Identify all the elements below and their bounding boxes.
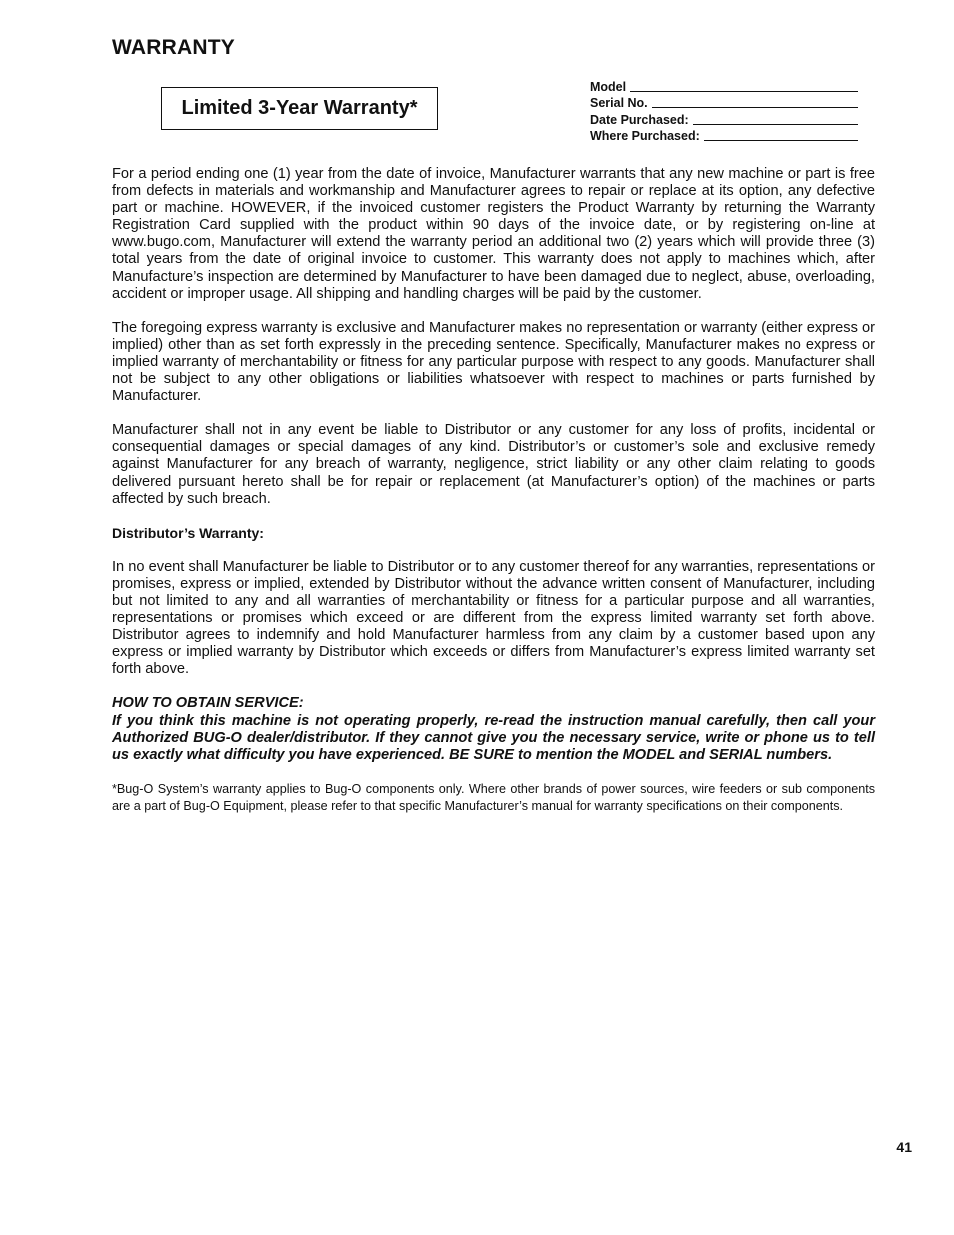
where-purchased-label: Where Purchased: xyxy=(590,129,700,144)
date-purchased-blank-line[interactable] xyxy=(693,124,858,125)
where-purchased-field[interactable] xyxy=(590,127,858,144)
service-instructions: If you think this machine is not operating properly, re-read the instruction manual carefully, then call your Authorized BUG-O dealer/distributor. If they cannot give you the necessary service, write or phone us to tell us exactly what difficulty you have experienced. BE SURE to mention the MODEL and SERIAL numbers. xyxy=(112,712,875,763)
model-field[interactable] xyxy=(590,77,858,94)
warranty-terms-paragraph: For a period ending one (1) year from the date of invoice, Manufacturer warrants that any new machine or part is free from defects in materials and workmanship and Manufacturer agrees to repair or replace at its option, any defective part or machine. HOWEVER, if the invoiced customer registers the Product Warranty by returning the Warranty Registration Card supplied with the product within 90 days of the invoice date, or by registering on-line at www.bugo.com, Manufacturer will extend the warranty period an additional two (2) years which will provide three (3) total years from the date of original invoice to customer. This warranty does not apply to machines which, after Manufacture’s inspection are determined by Manufacturer to have been damaged due to neglect, abuse, overloading, accident or improper usage. All shipping and handling charges will be paid by the customer. xyxy=(112,166,875,302)
warranty-title-box: Limited 3-Year Warranty* xyxy=(161,87,438,130)
date-purchased-field[interactable] xyxy=(590,110,858,127)
date-purchased-label: Date Purchased: xyxy=(590,112,689,127)
exclusive-warranty-paragraph: The foregoing express warranty is exclusive and Manufacturer makes no representation or warranty (either express or implied) other than as set forth expressly in the preceding sentence. Specifically, Manufacturer makes no express or implied warranty of merchantability or fitness for any particular purpose with respect to any goods. Manufacturer shall not be subject to any other obligations or liabilities whatsoever with respect to machines or parts furnished by Manufacturer. xyxy=(112,319,875,405)
page-number: 41 xyxy=(896,1139,912,1155)
service-section xyxy=(112,695,875,763)
footnote: *Bug-O System’s warranty applies to Bug-O components only. Where other brands of power sources, wire feeders or sub components are a part of Bug-O Equipment, please refer to that specific Manufacturer’s manual for warranty specifications on their components. xyxy=(112,781,875,813)
page-title: WARRANTY xyxy=(112,36,235,59)
serial-number-label: Serial No. xyxy=(590,96,648,111)
registration-form xyxy=(590,77,858,143)
model-blank-line[interactable] xyxy=(630,91,858,92)
model-label: Model xyxy=(590,79,627,94)
serial-number-blank-line[interactable] xyxy=(652,107,858,108)
serial-number-field[interactable] xyxy=(590,94,858,111)
distributor-warranty-paragraph: In no event shall Manufacturer be liable to Distributor or to any customer thereof for any warranties, representations or promises, express or implied, extended by Distributor without the advance written consent of Manufacturer, including but not limited to any and all warranties of merchantability or fitness for a particular purpose and all warranties, representations or promises which exceed or are different from the express limited warranty set forth above. Distributor agrees to indemnify and hold Manufacturer harmless from any claim by a customer based upon any express or implied warranty by Distributor which exceeds or differs from Manufacturer’s express limited warranty set forth above. xyxy=(112,558,875,678)
distributor-warranty-heading: Distributor’s Warranty: xyxy=(112,524,264,541)
warranty-body xyxy=(112,166,875,832)
liability-paragraph: Manufacturer shall not in any event be liable to Distributor or any customer for any loss of profits, incidental or consequential damages or special damages of any kind. Distributor’s or customer’s sole and exclusive remedy against Manufacturer for any breach of warranty, negligence, strict liability or any other claim relating to goods delivered pursuant hereto shall be for repair or replacement (at Manufacturer’s option) of the machines or parts affected by such breach. xyxy=(112,422,875,507)
where-purchased-blank-line[interactable] xyxy=(704,140,858,141)
service-heading: HOW TO OBTAIN SERVICE: xyxy=(112,695,304,712)
